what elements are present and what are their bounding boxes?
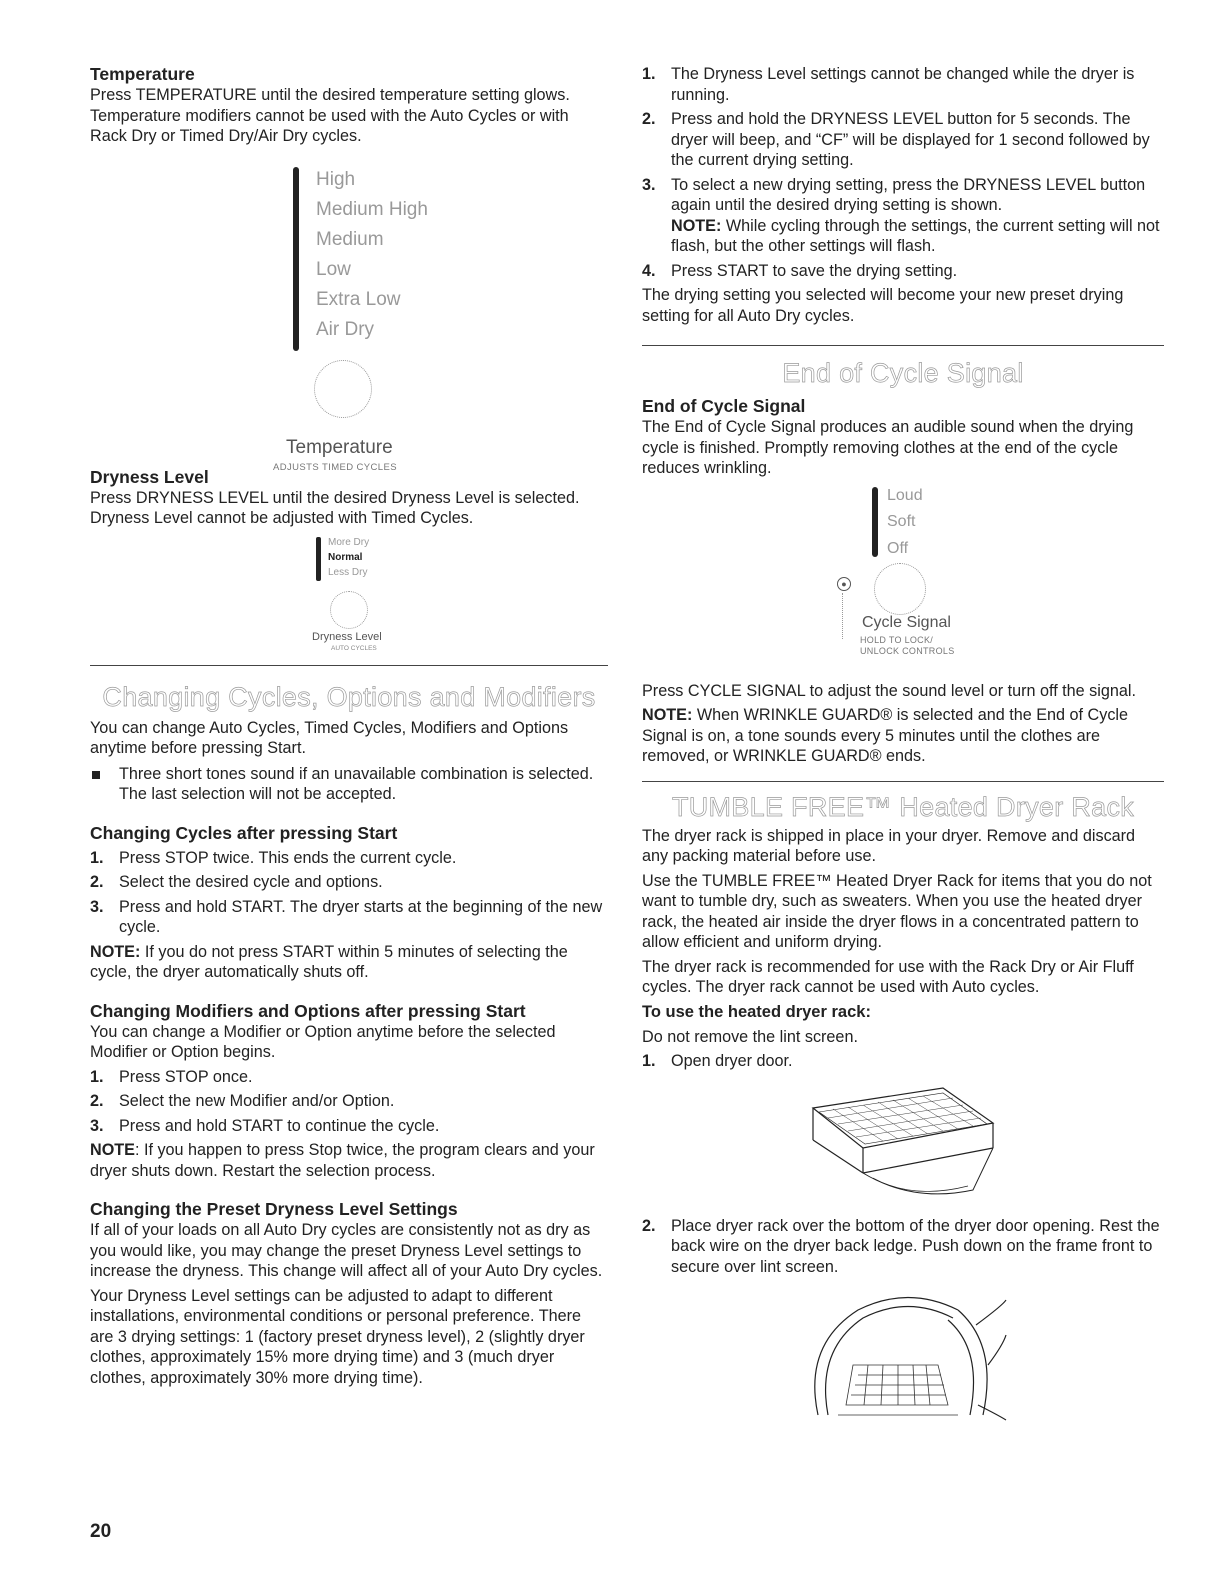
temp-option-air-dry: Air Dry [316, 318, 375, 340]
cycle-signal-button-label: Cycle Signal [862, 613, 951, 631]
cycle-signal-sublabel-2: UNLOCK CONTROLS [860, 645, 955, 656]
dryness-body: Press DRYNESS LEVEL until the desired Dryness Level is selected. Dryness Level cannot be adjusted with Timed Cycles. [90, 488, 580, 527]
preset-body-1: If all of your loads on all Auto Dry cycles are consistently not as dry as you would like, you may change the preset Dryness Level settings to increase the dryness. This change will affect all of your Auto Dry cycles. [90, 1221, 603, 1280]
rack-section-title: TUMBLE FREE™ Heated Dryer Rack [671, 791, 1135, 822]
rack-p2: Use the TUMBLE FREE™ Heated Dryer Rack for items that you do not want to tumble dry, such as sweaters. When you use the heated dryer rack, the heated air inside the dryer flows in a concentrated pattern to allow efficient and uniform drying. [642, 871, 1152, 951]
after-start-steps [90, 848, 608, 938]
rack-p1: The dryer rack is shipped in place in your dryer. Remove and discard any packing material before use. [642, 826, 1136, 865]
list-item: 2. Place dryer rack over the bottom of the dryer door opening. Rest the back wire on the dryer back ledge. Push down on the frame front to secure over lint screen. [642, 1216, 1160, 1276]
temp-option-medium: Medium [316, 228, 384, 250]
page-number: 20 [90, 1521, 112, 1542]
dryness-indicator-bar [316, 537, 321, 581]
dryness-option-normal: Normal [328, 551, 363, 563]
list-item: 3. Press and hold START. The dryer starts at the beginning of the new cycle. [90, 897, 603, 936]
dryness-panel [90, 529, 608, 661]
temperature-button-sublabel: ADJUSTS TIMED CYCLES [273, 461, 397, 473]
section-divider [642, 345, 1164, 346]
rack-p3: The dryer rack is recommended for use with the Rack Dry or Air Fluff cycles. The dryer rack cannot be used with Auto cycles. [642, 957, 1134, 996]
signal-option-loud: Loud [887, 486, 923, 504]
temp-option-extra-low: Extra Low [316, 288, 401, 310]
rack-step-2 [642, 1216, 1164, 1278]
list-item: 3. To select a new drying setting, press the DRYNESS LEVEL button again until the desired drying setting is shown. NOTE: While cycling through the settings, the current setting will not flash, but the other settings will flash. [642, 175, 1160, 255]
rack-step-1 [642, 1051, 1164, 1072]
modifiers-note: NOTE: If you happen to press Stop twice, the program clears and your dryer shuts down. Restart the selection process. [90, 1141, 595, 1180]
temp-option-high: High [316, 168, 356, 190]
after-start-heading: Changing Cycles after pressing Start [90, 822, 398, 843]
cycle-signal-button-icon [874, 563, 926, 615]
temp-option-medium-high: Medium High [316, 198, 428, 220]
cycle-signal-sublabel-1: HOLD TO LOCK/ [860, 634, 934, 645]
temperature-indicator-bar [293, 167, 299, 351]
list-item: 2. Press and hold the DRYNESS LEVEL button for 5 seconds. The dryer will beep, and “CF” will be displayed for 1 second followed by the current drying setting. [642, 110, 1150, 169]
end-of-cycle-body: The End of Cycle Signal produces an audible sound when the drying cycle is finished. Promptly removing clothes at the end of the cycle reduces wrinkling. [642, 418, 1134, 477]
preset-steps [642, 64, 1164, 281]
lock-connector-line [842, 593, 844, 639]
temperature-body: Press TEMPERATURE until the desired temperature setting glows. Temperature modifiers cannot be used with the Auto Cycles or with Rack Dry or Timed Dry/Air Dry cycles. [90, 86, 570, 145]
dryness-button-label: Dryness Level [312, 630, 382, 643]
changing-intro: You can change Auto Cycles, Timed Cycles, Modifiers and Options anytime before pressing Start. [90, 718, 569, 757]
cycle-signal-options [887, 483, 923, 563]
list-item: 1. Open dryer door. [642, 1052, 793, 1070]
cycle-signal-press: Press CYCLE SIGNAL to adjust the sound level or turn off the signal. [642, 681, 1136, 700]
preset-body-2: Your Dryness Level settings can be adjusted to adapt to different installations, environmental conditions or personal preference. There are 3 drying settings: 1 (factory preset dryness level), 2 (slightly dryer clothes, approximately 15% more drying time) and 3 (much dryer clothes, approximately 30% more drying time). [90, 1286, 585, 1387]
modifiers-body: You can change a Modifier or Option anytime before the selected Modifier or Option begins. [90, 1022, 556, 1061]
end-of-cycle-heading: End of Cycle Signal [642, 396, 806, 416]
left-column [90, 64, 608, 1388]
section-divider [90, 665, 608, 666]
dryness-option-more: More Dry [328, 536, 370, 548]
list-item: 1. Press STOP twice. This ends the current cycle. [90, 848, 457, 867]
signal-option-off: Off [887, 539, 909, 557]
cycle-signal-indicator-bar [872, 487, 878, 557]
temp-option-low: Low [316, 258, 351, 280]
end-of-cycle-title: End of Cycle Signal [782, 358, 1024, 388]
list-item: 1. Press STOP once. [90, 1067, 253, 1086]
list-item: 2. Select the new Modifier and/or Option. [90, 1092, 395, 1110]
section-divider [642, 781, 1164, 782]
cycle-signal-note: NOTE: When WRINKLE GUARD® is selected and the End of Cycle Signal is on, a tone sounds every 5 minutes until the clothes are removed, or WRINKLE GUARD® ends. [642, 706, 1129, 765]
rack-use-intro: Do not remove the lint screen. [642, 1027, 858, 1046]
lock-icon: ● [837, 577, 851, 591]
changing-bullet [90, 764, 608, 805]
temperature-button-icon [314, 360, 372, 418]
list-item: 1. The Dryness Level settings cannot be changed while the dryer is running. [642, 65, 1135, 104]
modifiers-steps [90, 1067, 608, 1137]
temperature-panel [90, 147, 608, 473]
dryer-drum-illustration [798, 1285, 1008, 1425]
list-item: 4. Press START to save the drying setting. [642, 261, 958, 280]
dryness-button-icon [330, 591, 368, 629]
cycle-signal-panel [642, 479, 1164, 669]
rack-use-heading: To use the heated dryer rack: [642, 1002, 871, 1021]
right-column [642, 64, 1164, 1425]
temperature-heading: Temperature [90, 64, 195, 84]
signal-option-soft: Soft [887, 513, 916, 530]
preset-outro: The drying setting you selected will become your new preset drying setting for all Auto Dry cycles. [642, 286, 1124, 325]
dryer-rack-illustration [793, 1078, 1013, 1208]
modifiers-heading: Changing Modifiers and Options after pressing Start [90, 1000, 526, 1021]
temperature-button-label: Temperature [286, 436, 393, 458]
dryness-heading: Dryness Level [90, 466, 209, 487]
bullet-square-icon [90, 764, 119, 805]
dryness-options [328, 535, 369, 580]
temperature-options [316, 165, 428, 345]
list-item: 3. Press and hold START to continue the cycle. [90, 1116, 440, 1135]
dryness-button-sublabel: AUTO CYCLES [331, 644, 377, 652]
changing-bullet-text: Three short tones sound if an unavailable combination is selected. The last selection will not be accepted. [119, 764, 594, 803]
preset-heading: Changing the Preset Dryness Level Settings [90, 1199, 458, 1219]
list-item: 2. Select the desired cycle and options. [90, 873, 383, 891]
dryness-option-less: Less Dry [328, 566, 368, 578]
after-start-note: NOTE: If you do not press START within 5 minutes of selecting the cycle, the dryer automatically shuts off. [90, 942, 568, 981]
changing-section-title: Changing Cycles, Options and Modifiers [102, 681, 596, 712]
